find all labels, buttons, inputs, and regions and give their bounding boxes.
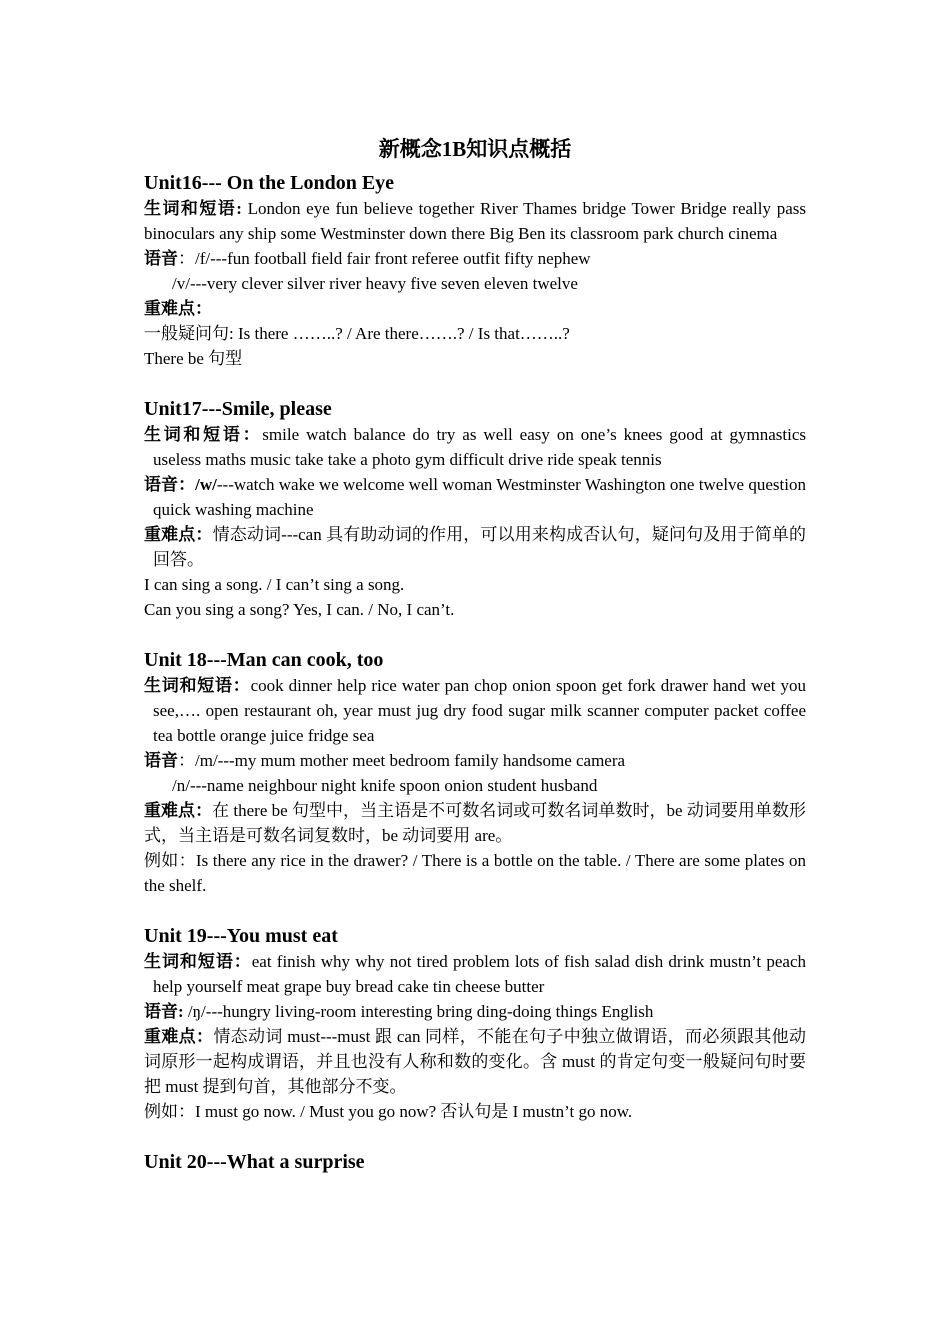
unit-19-heading: Unit 19---You must eat — [144, 925, 338, 947]
unit-16-phonetic-f — [144, 246, 806, 271]
section-spacer — [144, 622, 806, 647]
unit-18-phonetic-m — [144, 748, 806, 773]
key-points-text: 在 there be 句型中，当主语是不可数名词或可数名词单数时，be 动词要用单数形式，当主语是可数名词复数时，be 动词要用 are。 — [144, 801, 806, 845]
phonetic-text: /ŋ/---hungry living-room interesting bring ding-doing things English — [183, 1002, 654, 1021]
section-spacer — [144, 371, 806, 396]
unit-19-section — [144, 923, 806, 1124]
section-spacer — [144, 1124, 806, 1149]
unit-20-heading: Unit 20---What a surprise — [144, 1151, 365, 1173]
vocabulary-label: 生词和短语： — [144, 676, 251, 695]
phonetic-label: 语音：/w/ — [144, 475, 217, 494]
unit-18-vocabulary — [144, 673, 806, 748]
unit-18-example: 例如：Is there any rice in the drawer? / There is a bottle on the table. / There are some plates on the shelf. — [144, 851, 806, 895]
phonetic-label: 语音: — [144, 1002, 184, 1021]
vocabulary-text: London eye fun believe together River Thames bridge Tower Bridge really pass binoculars any ship some Westminster down there Big Ben its classroom park church cinema — [144, 199, 806, 243]
unit-17-phonetic — [144, 472, 806, 522]
key-points-label: 重难点： — [144, 801, 213, 820]
unit-19-vocabulary — [144, 949, 806, 999]
unit-16-note: 一般疑问句: Is there ……..? / Are there…….? / Is that……..? — [144, 324, 570, 343]
unit-17-example: I can sing a song. / I can’t sing a song. — [144, 575, 405, 594]
unit-17-example: Can you sing a song? Yes, I can. / No, I can’t. — [144, 600, 455, 619]
unit-16-phonetic-v: /v/---very clever silver river heavy five seven eleven twelve — [172, 274, 578, 293]
vocabulary-label: 生词和短语： — [144, 952, 252, 971]
unit-19-phonetic — [144, 999, 806, 1024]
vocabulary-text: eat finish why why not tired problem lots of fish salad dish drink mustn’t peach help yourself meat grape buy bread cake tin cheese butter — [153, 952, 806, 996]
unit-16-vocabulary — [144, 196, 806, 246]
unit-16-note: There be 句型 — [144, 349, 243, 368]
key-points-label: 重难点： — [144, 525, 213, 544]
phonetic-text: ：/f/---fun football field fair front referee outfit fifty nephew — [178, 249, 591, 268]
key-points-text: 情态动词---can 具有助动词的作用，可以用来构成否认句，疑问句及用于简单的回答。 — [153, 525, 806, 569]
vocabulary-label: 生词和短语: — [144, 199, 242, 218]
unit-16-key-points-label: 重难点： — [144, 299, 212, 318]
unit-18-phonetic-n: /n/---name neighbour night knife spoon onion student husband — [172, 776, 598, 795]
phonetic-text: ：/m/---my mum mother meet bedroom family handsome camera — [178, 751, 626, 770]
vocabulary-text: cook dinner help rice water pan chop onion spoon get fork drawer hand wet you see,…. open restaurant oh, year must jug dry food sugar milk scanner computer packet coffee tea bottle orange juice fridge sea — [153, 676, 807, 745]
unit-17-vocabulary — [144, 422, 806, 472]
vocabulary-label: 生词和短语： — [144, 425, 263, 444]
phonetic-text: ---watch wake we welcome well woman Westminster Washington one twelve question quick washing machine — [153, 475, 806, 519]
unit-19-example: 例如：I must go now. / Must you go now? 否认句是 I mustn’t go now. — [144, 1102, 633, 1121]
unit-19-key-points — [144, 1024, 806, 1099]
unit-20-section — [144, 1149, 806, 1175]
phonetic-label: 语音 — [144, 751, 178, 770]
document-title: 新概念1B知识点概括 — [378, 137, 572, 161]
key-points-text: 情态动词 must---must 跟 can 同样，不能在句子中独立做谓语，而必须跟其他动词原形一起构成谓语，并且也没有人称和数的变化。含 must 的肯定句变一般疑问句时要把 must 提到句首，其他部分不变。 — [144, 1027, 807, 1096]
section-spacer — [144, 898, 806, 923]
unit-18-heading: Unit 18---Man can cook, too — [144, 649, 384, 671]
unit-18-key-points — [144, 798, 806, 848]
document-page — [144, 132, 806, 1175]
vocabulary-text: smile watch balance do try as well easy on one’s knees good at gymnastics useless maths music take take a photo gym difficult drive ride speak tennis — [153, 425, 806, 469]
unit-17-heading: Unit17---Smile, please — [144, 398, 332, 420]
unit-17-section — [144, 396, 806, 622]
unit-16-heading: Unit16--- On the London Eye — [144, 172, 395, 194]
unit-17-key-points — [144, 522, 806, 572]
unit-16-section — [144, 170, 806, 371]
unit-18-section — [144, 647, 806, 898]
phonetic-label: 语音 — [144, 249, 178, 268]
key-points-label: 重难点： — [144, 1027, 214, 1046]
